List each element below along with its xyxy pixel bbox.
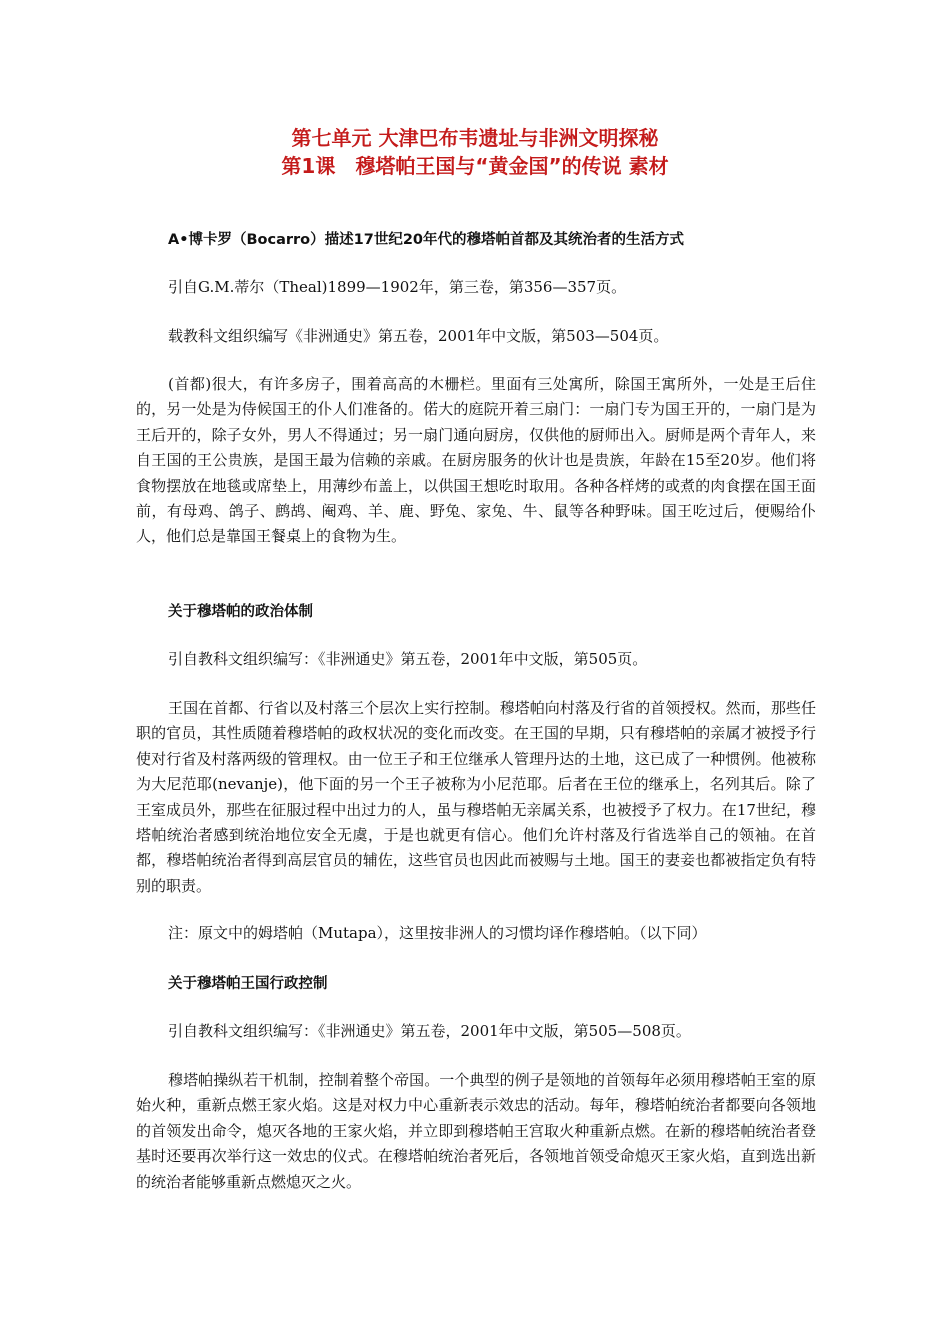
source-citation: 引自教科文组织编写：《非洲通史》第五卷，2001年中文版，第505页。 — [168, 650, 648, 668]
source-citation: 载教科文组织编写《非洲通史》第五卷，2001年中文版，第503—504页。 — [168, 327, 669, 345]
unit-title: 第七单元 大津巴布韦遗址与非洲文明探秘 — [291, 126, 659, 150]
section-heading: A•博卡罗（Bocarro）描述17世纪20年代的穆塔帕首都及其统治者的生活方式 — [168, 232, 685, 248]
source-citation: 引自教科文组织编写：《非洲通史》第五卷，2001年中文版，第505—508页。 — [168, 1022, 691, 1040]
body-paragraph: 王国在首都、行省以及村落三个层次上实行控制。穆塔帕向村落及行省的首领授权。然而，那些任职的官员，其性质随着穆塔帕的政权状况的变化而改变。在王国的早期，只有穆塔帕的亲属才被授予行使对行省及村落两级的管理权。由一位王子和王位继承人管理丹达的土地，这已成了一种惯例。他被称为大尼范耶(nevanje)，他下面的另一个王子被称为小尼范耶。后者在王位的继承上，名列其后。除了王室成员外，那些在征服过程中出过力的人，虽与穆塔帕无亲属关系，也被授予了权力。在17世纪，穆塔帕统治者感到统治地位安全无虞，于是也就更有信心。他们允许村落及行省选举自己的领袖。在首都，穆塔帕统治者得到高层官员的辅佐，这些官员也因此而被赐与土地。国王的妻妾也都被指定负有特别的职责。 — [136, 699, 816, 895]
body-paragraph: (首都)很大，有许多房子，围着高高的木栅栏。里面有三处寓所，除国王寓所外，一处是王后住的，另一处是为侍候国王的仆人们准备的。偌大的庭院开着三扇门：一扇门专为国王开的，一扇门是为王后开的，除子女外，男人不得通过；另一扇门通向厨房，仅供他的厨师出入。厨师是两个青年人，来自王国的王公贵族，是国王最为信赖的亲戚。在厨房服务的伙计也是贵族，年龄在15至20岁。他们将食物摆放在地毯或席垫上，用薄纱布盖上，以供国王想吃时取用。各种各样烤的或煮的肉食摆在国王面前，有母鸡、鸽子、鹧鸪、阉鸡、羊、鹿、野兔、家兔、牛、鼠等各种野味。国王吃过后，便赐给仆人，他们总是靠国王餐桌上的食物为生。 — [136, 375, 816, 546]
section-heading: 关于穆塔帕的政治体制 — [168, 604, 313, 620]
section-heading: 关于穆塔帕王国行政控制 — [168, 976, 328, 992]
note: 注：原文中的姆塔帕（Mutapa），这里按非洲人的习惯均译作穆塔帕。（以下同） — [168, 924, 707, 942]
lesson-title: 第1课 穆塔帕王国与“黄金国”的传说 素材 — [281, 154, 669, 178]
source-citation: 引自G.M.蒂尔（Theal)1899—1902年，第三卷，第356—357页。 — [168, 278, 627, 296]
body-paragraph: 穆塔帕操纵若干机制，控制着整个帝国。一个典型的例子是领地的首领每年必须用穆塔帕王室的原始火种，重新点燃王家火焰。这是对权力中心重新表示效忠的活动。每年，穆塔帕统治者都要向各领地的首领发出命令，熄灭各地的王家火焰，并立即到穆塔帕王宫取火种重新点燃。在新的穆塔帕统治者登基时还要再次举行这一效忠的仪式。在穆塔帕统治者死后，各领地首领受命熄灭王家火焰，直到选出新的统治者能够重新点燃熄灭之火。 — [136, 1071, 816, 1191]
